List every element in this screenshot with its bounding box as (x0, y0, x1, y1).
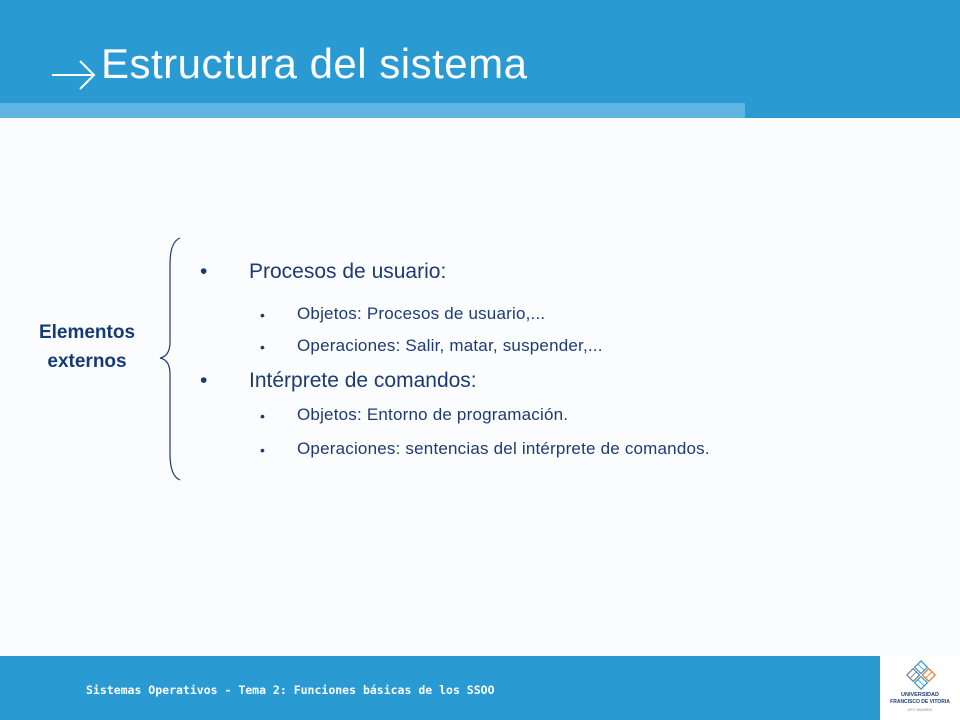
side-label-line1: Elementos (38, 322, 136, 343)
bullet-dot: • (260, 307, 266, 323)
arrow-right-icon (50, 55, 100, 91)
logo-text-line3: UFV MADRID (907, 707, 933, 712)
header-stripe (0, 103, 745, 118)
bullet-dot: • (200, 369, 208, 392)
slide-title: Estructura del sistema (101, 40, 528, 87)
sub-bullet-text: Operaciones: Salir, matar, suspender,... (297, 336, 603, 355)
logo-text-line2: FRANCISCO DE VITORIA (890, 699, 950, 705)
bullet-dot: • (260, 339, 266, 355)
bullet-text: Intérprete de comandos: (249, 369, 477, 392)
side-label (20, 318, 154, 376)
sub-bullet-text: Objetos: Entorno de programación. (297, 405, 569, 424)
bullet-dot: • (260, 408, 266, 424)
ufv-logo-icon (903, 660, 939, 690)
side-label-line2: externos (47, 351, 127, 372)
sub-bullet-text: Objetos: Procesos de usuario,... (297, 304, 546, 323)
footer-text: Sistemas Operativos - Tema 2: Funciones básicas de los SSOO (86, 683, 495, 697)
bullet-dot: • (260, 442, 266, 458)
bullet-text: Procesos de usuario: (249, 260, 447, 283)
sub-bullet-text: Operaciones: sentencias del intérprete de comandos. (297, 439, 710, 458)
header-stripe-right (745, 103, 960, 118)
left-brace-icon (158, 234, 188, 484)
logo-text-line1: UNIVERSIDAD (901, 692, 939, 698)
bullet-dot: • (200, 260, 208, 283)
